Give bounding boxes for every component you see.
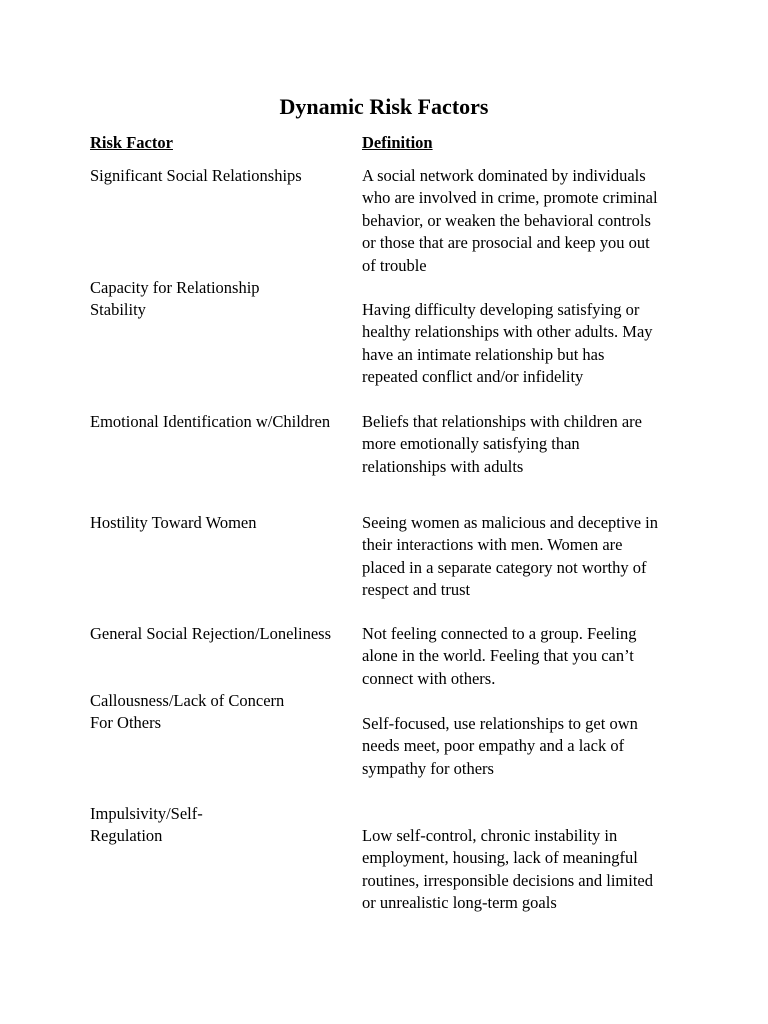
risk-factor-label: Emotional Identification w/Children	[90, 412, 331, 431]
risk-factor-definition: Not feeling connected to a group. Feeling alone in the world. Feeling that you can’t connect with others.	[362, 624, 637, 688]
risk-factor-definition: Low self-control, chronic instability in employment, housing, lack of meaningful routines, irresponsible decisions and limited or unrealistic long-term goals	[362, 826, 653, 913]
risk-factor-label: Significant Social Relationships	[90, 166, 302, 185]
risk-factor-definition: Self-focused, use relationships to get own needs meet, poor empathy and a lack of sympathy for others	[362, 714, 638, 778]
risk-factor-definition: A social network dominated by individuals who are involved in crime, promote criminal behavior, or weaken the behavioral controls or those that are prosocial and keep you out of trouble	[362, 166, 658, 275]
risk-factor-label: Impulsivity/Self- Regulation	[90, 804, 203, 846]
risk-factor-label: Callousness/Lack of Concern For Others	[90, 691, 285, 733]
document-title: Dynamic Risk Factors	[279, 94, 489, 119]
risk-factor-label: General Social Rejection/Loneliness	[90, 624, 332, 643]
risk-factor-definition: Seeing women as malicious and deceptive in their interactions with men. Women are placed in a separate category not worthy of respect and trust	[362, 513, 659, 600]
risk-factor-label: Capacity for Relationship Stability	[90, 278, 260, 320]
risk-factor-label: Hostility Toward Women	[90, 513, 257, 532]
risk-factor-header: Risk Factor	[90, 133, 173, 152]
risk-factor-definition: Having difficulty developing satisfying or healthy relationships with other adults. May have an intimate relationship but has repeated conflict and/or infidelity	[362, 300, 653, 387]
risk-factor-definition: Beliefs that relationships with children are more emotionally satisfying than relationships with adults	[362, 412, 642, 476]
definition-header: Definition	[362, 133, 433, 152]
